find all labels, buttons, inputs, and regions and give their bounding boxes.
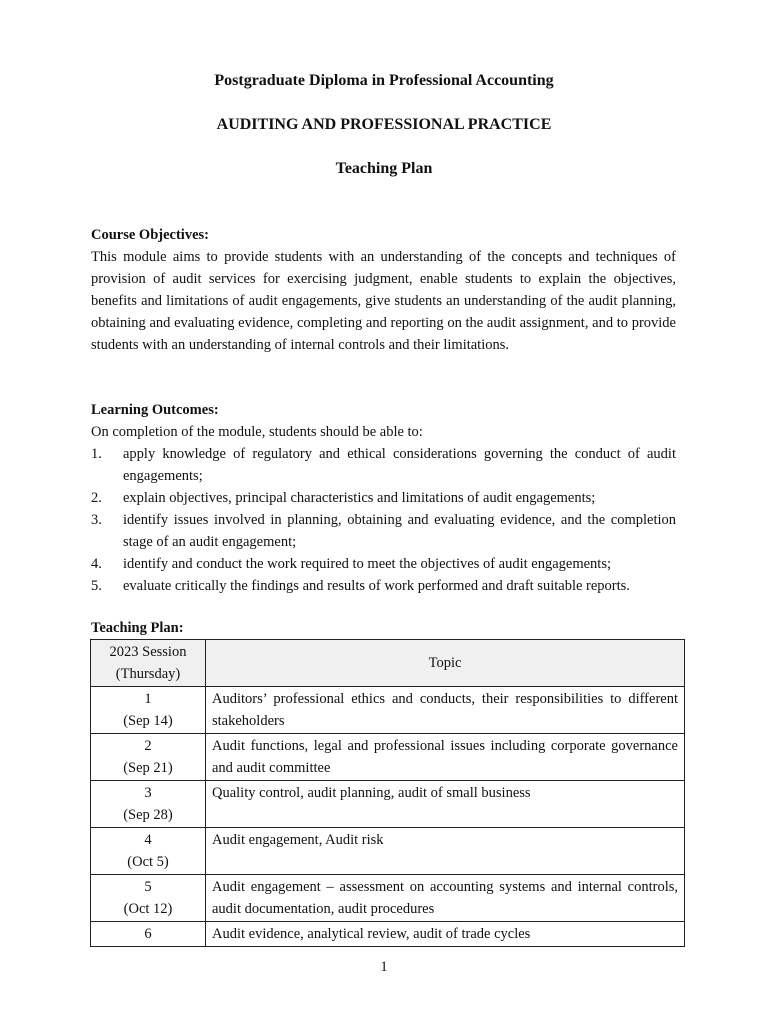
table-row xyxy=(91,828,685,875)
course-objectives-text: This module aims to provide students with an understanding of the concepts and techniques of provision of audit services for exercising judgment, enable students to explain the objectives, benefits and limitations of audit engagements, give students an understanding of the audit planning, obtaining and evaluating evidence, completing and reporting on the audit assignment, and to provide students with an understanding of internal controls and their limitations. xyxy=(91,249,676,353)
topic-cell: Audit engagement – assessment on accounting systems and internal controls, audit documentation, audit procedures xyxy=(206,875,685,922)
teaching-plan-heading: Teaching Plan: xyxy=(91,620,184,636)
session-number: 3 xyxy=(144,785,152,801)
session-header-line1: 2023 Session xyxy=(109,644,187,660)
table-row xyxy=(91,734,685,781)
table-row xyxy=(91,781,685,828)
topic-cell: Audit evidence, analytical review, audit of trade cycles xyxy=(206,922,685,947)
list-item-text: apply knowledge of regulatory and ethical considerations governing the conduct of audit engagements; xyxy=(123,446,676,484)
column-header-session xyxy=(91,640,206,687)
session-cell xyxy=(91,828,206,875)
topic-cell: Audit functions, legal and professional issues including corporate governance and audit committee xyxy=(206,734,685,781)
session-date: (Oct 12) xyxy=(123,901,173,917)
list-item xyxy=(91,553,676,575)
course-objectives-heading: Course Objectives: xyxy=(91,227,209,243)
list-item-number: 3. xyxy=(91,512,102,528)
topic-cell: Auditors’ professional ethics and conducts, their responsibilities to different stakeholders xyxy=(206,687,685,734)
session-date: (Sep 21) xyxy=(123,760,173,776)
session-number: 5 xyxy=(144,879,152,895)
table-row xyxy=(91,687,685,734)
table-header-row xyxy=(91,640,685,687)
topic-cell: Audit engagement, Audit risk xyxy=(206,828,685,875)
list-item xyxy=(91,487,676,509)
teaching-plan-table xyxy=(90,639,685,947)
program-title: Postgraduate Diploma in Professional Accounting xyxy=(214,72,554,89)
column-header-topic: Topic xyxy=(206,640,685,687)
learning-outcomes-list xyxy=(91,443,676,597)
list-item-number: 1. xyxy=(91,446,102,462)
list-item-number: 2. xyxy=(91,490,102,506)
topic-cell: Quality control, audit planning, audit of small business xyxy=(206,781,685,828)
session-date: (Sep 28) xyxy=(123,807,173,823)
session-number: 6 xyxy=(144,926,152,942)
table-row xyxy=(91,875,685,922)
list-item-number: 4. xyxy=(91,556,102,572)
list-item-text: identify issues involved in planning, obtaining and evaluating evidence, and the completion stage of an audit engagement; xyxy=(123,512,676,550)
list-item-number: 5. xyxy=(91,578,102,594)
list-item xyxy=(91,575,676,597)
session-cell xyxy=(91,687,206,734)
page-number: 1 xyxy=(380,959,388,975)
session-number: 2 xyxy=(144,738,152,754)
session-cell xyxy=(91,734,206,781)
session-number: 4 xyxy=(144,832,152,848)
learning-outcomes-intro: On completion of the module, students should be able to: xyxy=(91,424,423,440)
course-title: AUDITING AND PROFESSIONAL PRACTICE xyxy=(216,116,552,133)
learning-outcomes-heading: Learning Outcomes: xyxy=(91,402,219,418)
session-cell xyxy=(91,875,206,922)
session-cell xyxy=(91,781,206,828)
session-cell xyxy=(91,922,206,947)
learning-outcomes-section xyxy=(91,399,676,597)
session-number: 1 xyxy=(144,691,152,707)
list-item-text: explain objectives, principal characteristics and limitations of audit engagements; xyxy=(123,490,596,506)
list-item-text: identify and conduct the work required to meet the objectives of audit engagements; xyxy=(123,556,612,572)
list-item xyxy=(91,509,676,553)
list-item-text: evaluate critically the findings and results of work performed and draft suitable reports. xyxy=(123,578,630,594)
list-item xyxy=(91,443,676,487)
table-row xyxy=(91,922,685,947)
document-title: Teaching Plan xyxy=(335,160,433,177)
session-date: (Oct 5) xyxy=(127,854,169,870)
session-date: (Sep 14) xyxy=(123,713,173,729)
session-header-line2: (Thursday) xyxy=(115,666,181,682)
course-objectives-section xyxy=(91,224,676,356)
